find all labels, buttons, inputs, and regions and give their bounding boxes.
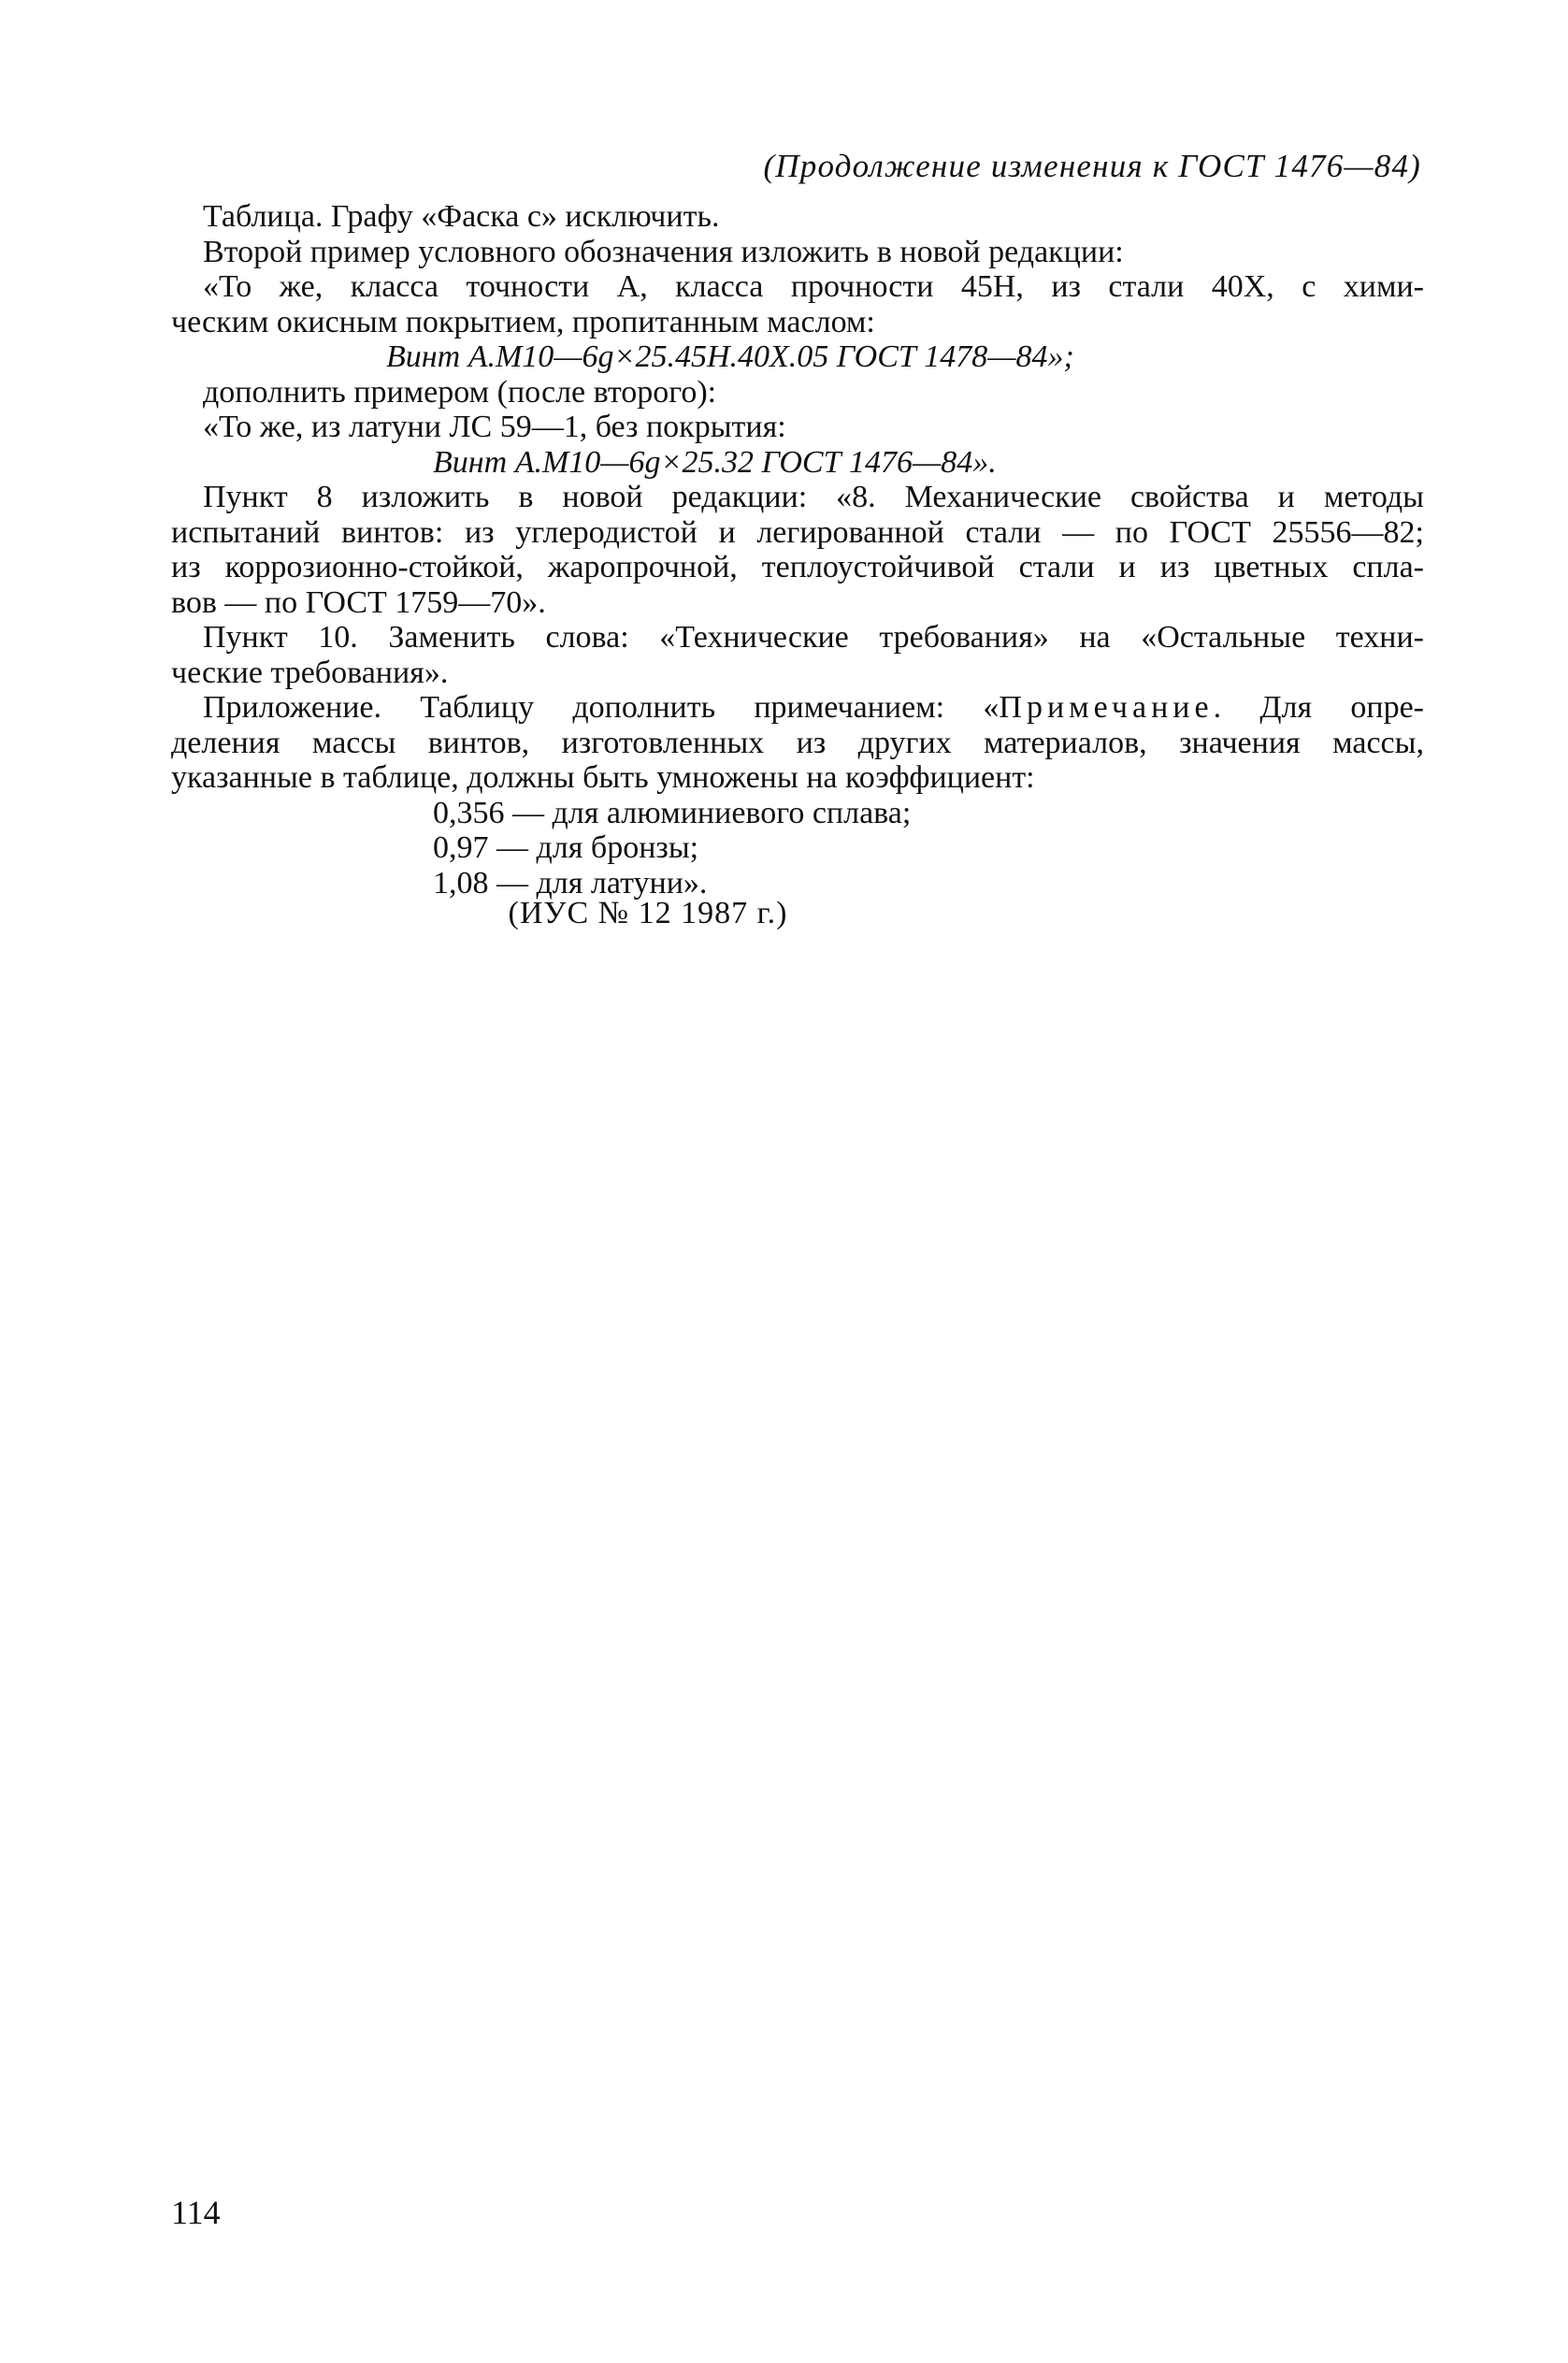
text-line: Пункт 8 изложить в новой редакции: «8. Механические свойства и методы: [203, 480, 1424, 514]
designation-example: Винт А.М10—6g×25.45Н.40Х.05 ГОСТ 1478—84»;: [386, 339, 1074, 374]
text-line: из коррозионно-стойкой, жаропрочной, теплоустойчивой стали и из цветных спла-: [171, 550, 1424, 584]
designation-example: Винт А.М10—6g×25.32 ГОСТ 1476—84».: [433, 444, 997, 480]
text-line: Второй пример условного обозначения изложить в новой редакции:: [203, 234, 1124, 269]
page-number: 114: [171, 2194, 221, 2231]
text-line: деления массы винтов, изготовленных из других материалов, значения массы,: [171, 725, 1424, 760]
text-line: вов — по ГОСТ 1759—70».: [171, 584, 546, 620]
text-line: «То же, из латуни ЛС 59—1, без покрытия:: [203, 410, 786, 444]
source-reference: [171, 896, 1424, 931]
amendment-text: [171, 199, 1424, 901]
source-text: (ИУС № 12 1987 г.): [508, 896, 788, 930]
text-line: ческие требования».: [171, 655, 449, 690]
note-keyword: Примечание: [999, 690, 1214, 725]
text-line: указанные в таблице, должны быть умножены на коэффициент:: [171, 760, 1035, 795]
text-line: Пункт 10. Заменить слова: «Технические требования» на «Остальные техни-: [203, 620, 1424, 655]
note-line: [171, 690, 1424, 726]
coefficient-item: 1,08 — для латуни».: [433, 865, 708, 901]
text-line: Таблица. Графу «Фаска с» исключить.: [203, 199, 720, 234]
text-line: «То же, класса точности А, класса прочности 45Н, из стали 40Х, с хими-: [203, 269, 1424, 304]
note-continuation: . Для опре-: [1213, 690, 1424, 725]
coefficient-item: 0,97 — для бронзы;: [433, 830, 699, 865]
text-line: дополнить примером (после второго):: [203, 374, 717, 410]
continuation-header: (Продолжение изменения к ГОСТ 1476—84): [763, 148, 1421, 184]
coefficient-item: 0,356 — для алюминиевого сплава;: [433, 795, 912, 830]
note-intro: Приложение. Таблицу дополнить примечанием: «: [203, 690, 1000, 725]
text-line: испытаний винтов: из углеродистой и легированной стали — по ГОСТ 25556—82;: [171, 514, 1424, 550]
text-line: ческим окисным покрытием, пропитанным маслом:: [171, 304, 875, 339]
